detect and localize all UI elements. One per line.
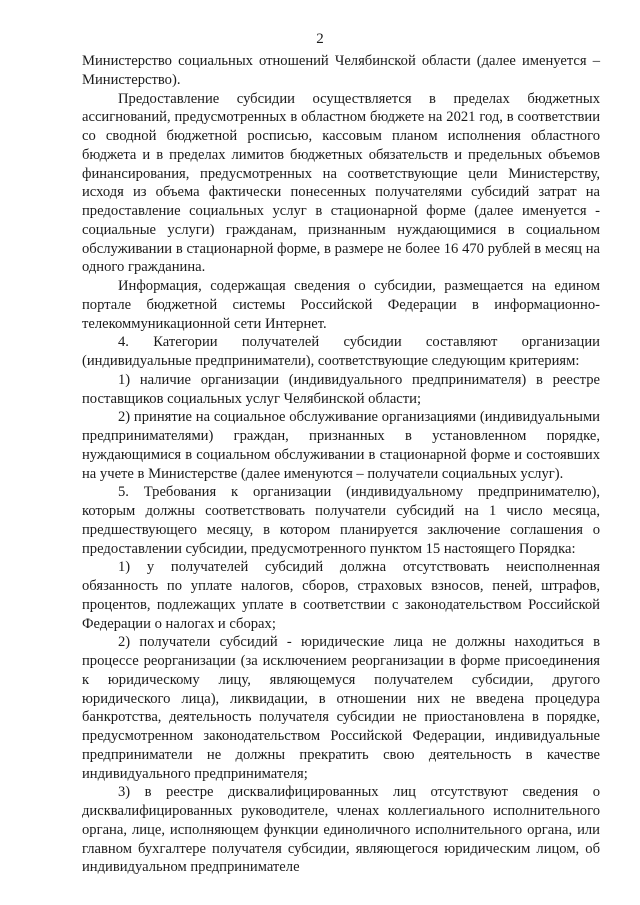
paragraph: 4. Категории получателей субсидии составляют организации (индивидуальные предприниматели), соответствующие следующим критериям:: [82, 334, 600, 369]
paragraph: 1) наличие организации (индивидуального предпринимателя) в реестре поставщиков социальных услуг Челябинской области;: [82, 371, 600, 407]
paragraph: Предоставление субсидии осуществляется в пределах бюджетных ассигнований, предусмотренных в областном бюджете на 2021 год, в соответствии со сводной бюджетной росписью, кассовым планом исполнения областного бюджета и в пределах лимитов бюджетных обязательств и предельных объемов финансирования, предусмотренных на соответствующие цели Министерству, исходя из объема фактически понесенных получателями субсидий затрат на предоставление социальных услуг в стационарной форме (далее именуется - социальные услуги) гражданам, признанным нуждающимися в социальном обслуживании в стационарной форме, в размере не более 16 470 рублей в месяц на одного гражданина.: [82, 90, 600, 276]
paragraph: Информация, содержащая сведения о субсидии, размещается на едином портале бюджетной системы Российской Федерации в информационно-телекоммуникационной сети Интернет.: [82, 278, 600, 332]
page-number: 2: [316, 31, 324, 47]
paragraph: Министерство социальных отношений Челябинской области (далее именуется – Министерство).: [82, 53, 600, 88]
paragraph: 5. Требования к организации (индивидуальному предпринимателю), которым должны соответствовать получатели субсидий на 1 число месяца, предшествующего месяцу, в котором планируется заключение соглашения о предоставлении субсидии, предусмотренного пунктом 15 настоящего Порядка:: [82, 484, 600, 557]
paragraph: 1) у получателей субсидий должна отсутствовать неисполненная обязанность по уплате налогов, сборов, страховых взносов, пеней, штрафов, процентов, подлежащих уплате в соответствии с законодательством Российской Федерации о налогах и сборах;: [82, 559, 600, 632]
paragraph: 3) в реестре дисквалифицированных лиц отсутствуют сведения о дисквалифицированных руководителе, членах коллегиального исполнительного органа, лице, исполняющем функции единоличного исполнительного органа, или главном бухгалтере получателя субсидии, являющегося юридическим лицом, об индивидуальном предпринимателе: [82, 784, 600, 876]
document-body: [82, 52, 600, 877]
paragraph: 2) получатели субсидий - юридические лица не должны находиться в процессе реорганизации (за исключением реорганизации в форме присоединения к юридическому лицу, являющемуся получателем субсидии, другого юридического лица), ликвидации, в отношении них не введена процедура банкротства, деятельность получателя субсидии не приостановлена в порядке, предусмотренном законодательством Российской Федерации, индивидуальные предприниматели не должны прекратить свою деятельность в качестве индивидуального предпринимателя;: [82, 634, 600, 782]
paragraph: 2) принятие на социальное обслуживание организациями (индивидуальными предпринимателями) граждан, признанных в установленном порядке, нуждающимися в социальном обслуживании в стационарной форме и состоявших на учете в Министерстве (далее именуются – получатели социальных услуг).: [82, 409, 600, 482]
